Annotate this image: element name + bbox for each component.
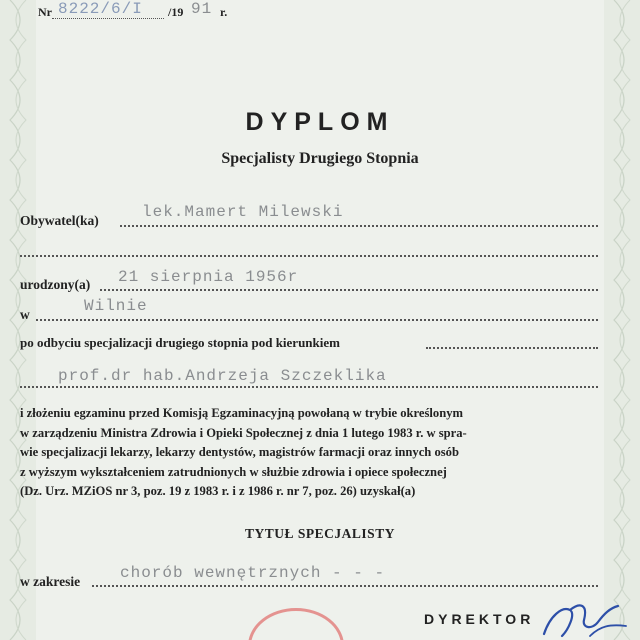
kierownik-value: prof.dr hab.Andrzeja Szczeklika [58,367,387,385]
nr-label: Nr [38,5,52,19]
body-line: i złożeniu egzaminu przed Komisją Egzaminacyjną powołaną w trybie określonym [20,406,463,420]
body-line: z wyższym wykształceniem zatrudnionych w służbie zdrowia i opiece społecznej [20,464,447,479]
obywatel-value: lek.Mamert Milewski [142,203,344,221]
director-signature [540,596,630,640]
kierownik-dotted-line [20,386,598,388]
body-line: (Dz. Urz. MZiOS nr 3, poz. 19 z 1983 r. i z 1986 r. nr 7, poz. 26) uzyskał(a) [20,484,416,498]
zakres-dotted-line [92,585,598,587]
odbyciu-label: po odbyciu specjalizacji drugiego stopnia pod kierunkiem [20,335,340,350]
body-paragraph [20,404,600,502]
obywatel-label: Obywatel(ka) [20,213,99,228]
diploma-subtitle: Specjalisty Drugiego Stopnia [221,150,419,167]
zakres-label: w zakresie [20,574,81,589]
body-line: wie specjalizacji lekarzy, lekarzy dentystów, magistrów farmacji oraz innych osób [20,445,459,459]
odbyciu-dotted-line [426,347,598,349]
urodzony-label: urodzony(a) [20,277,91,292]
tytul-specjalisty: TYTUŁ SPECJALISTY [245,526,395,541]
blank-dotted-line [20,255,598,257]
year-prefix: /19 [168,5,184,19]
urodzony-value: 21 sierpnia 1956r [118,268,299,286]
left-ornamental-border [0,0,36,640]
dyrektor-label: DYREKTOR [424,611,535,627]
year-suffix: r. [220,5,228,19]
body-line: w zarządzeniu Ministra Zdrowia i Opieki Społecznej z dnia 1 lutego 1983 r. w spra- [20,425,467,440]
urodzony-dotted-line [100,289,598,291]
official-stamp [248,608,344,640]
w-label: w [20,307,30,322]
nr-underline [52,18,164,19]
w-dotted-line [36,319,598,321]
diploma-title: DYPLOM [245,108,395,136]
right-ornamental-border [604,0,640,640]
w-value: Wilnie [84,297,148,315]
obywatel-dotted-line [120,225,598,227]
year-value: 91 [191,0,213,18]
nr-value: 8222/6/I [58,0,143,18]
zakres-value: chorób wewnętrznych - - - [120,564,386,582]
